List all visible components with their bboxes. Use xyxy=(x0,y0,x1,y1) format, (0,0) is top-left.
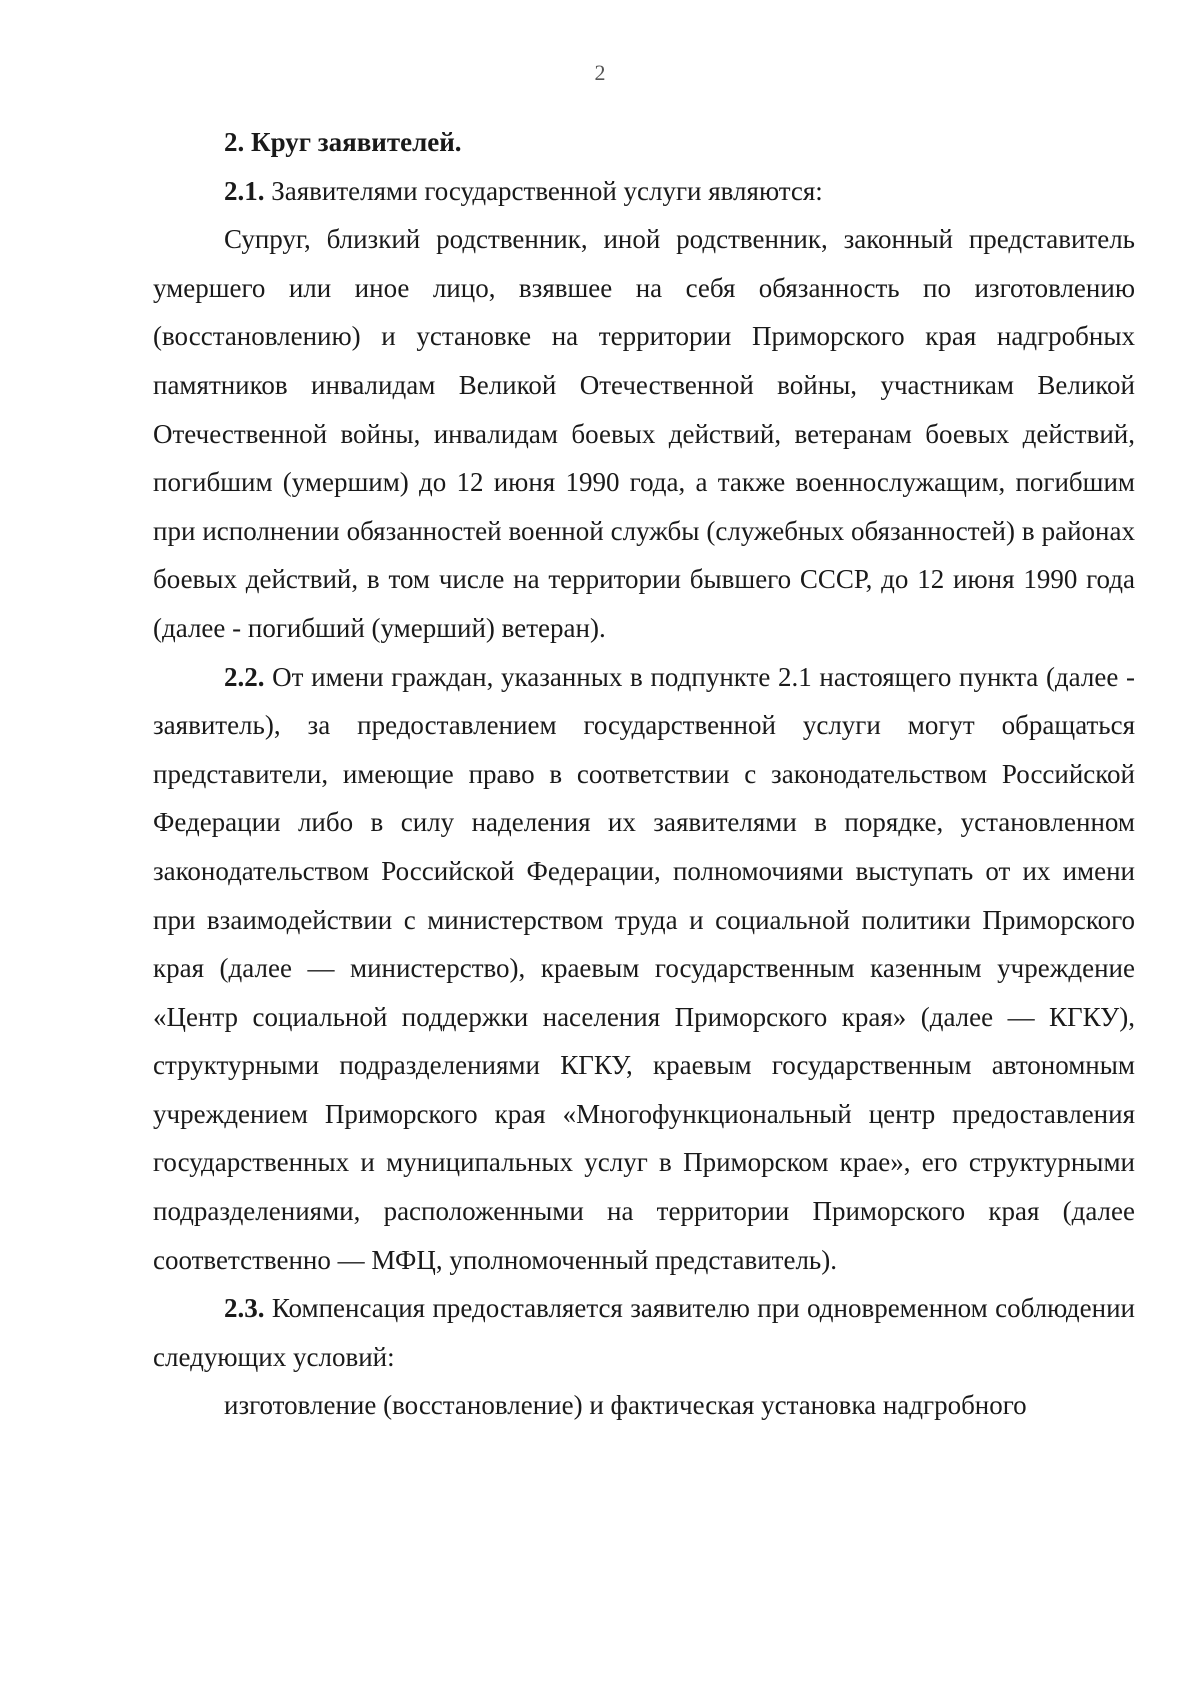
paragraph-applicants-list: Супруг, близкий родственник, иной родственник, законный представитель умершего или иное лицо, взявшее на себя обязанность по изготовлению (восстановлению) и установке на территории Приморского края надгробных памятников инвалидам Великой Отечественной войны, участникам Великой Отечественной войны, инвалидам боевых действий, ветеранам боевых действий, погибшим (умершим) до 12 июня 1990 года, а также военнослужащим, погибшим при исполнении обязанностей военной службы (служебных обязанностей) в районах боевых действий, в том числе на территории бывшего СССР, до 12 июня 1990 года (далее - погибший (умерший) ветеран). xyxy=(153,224,1135,643)
paragraph-text: От имени граждан, указанных в подпункте 2.1 настоящего пункта (далее - заявитель), за предоставлением государственной услуги могут обращаться представители, имеющие право в соответствии с законодательством Российской Федерации либо в силу наделения их заявителями в порядке, установленном законодательством Российской Федерации, полномочиями выступать от их имени при взаимодействии с министерством труда и социальной политики Приморского края (далее — министерство), краевым государственным казенным учреждение «Центр социальной поддержки населения Приморского края» (далее — КГКУ), структурными подразделениями КГКУ, краевым государственным автономным учреждением Приморского края «Многофункциональный центр предоставления государственных и муниципальных услуг в Приморском крае», его структурными подразделениями, расположенными на территории Приморского края (далее соответственно — МФЦ, уполномоченный представитель). xyxy=(153,661,1135,1275)
paragraph-text: Заявителями государственной услуги являются: xyxy=(264,175,823,206)
clause-number: 2.1. xyxy=(224,175,265,206)
paragraph-condition: изготовление (восстановление) и фактическая установка надгробного xyxy=(224,1390,1027,1421)
paragraph-2-2 xyxy=(153,653,1135,1285)
paragraph-2-1 xyxy=(153,167,1135,216)
paragraph-text: Компенсация предоставляется заявителю при одновременном соблюдении следующих условий: xyxy=(153,1293,1135,1372)
clause-number: 2.3. xyxy=(224,1293,265,1324)
document-body xyxy=(153,118,1135,1430)
clause-number: 2.2. xyxy=(224,661,265,692)
paragraph-2-3 xyxy=(153,1284,1135,1381)
page-number: 2 xyxy=(594,60,606,85)
section-heading: 2. Круг заявителей. xyxy=(224,127,462,157)
